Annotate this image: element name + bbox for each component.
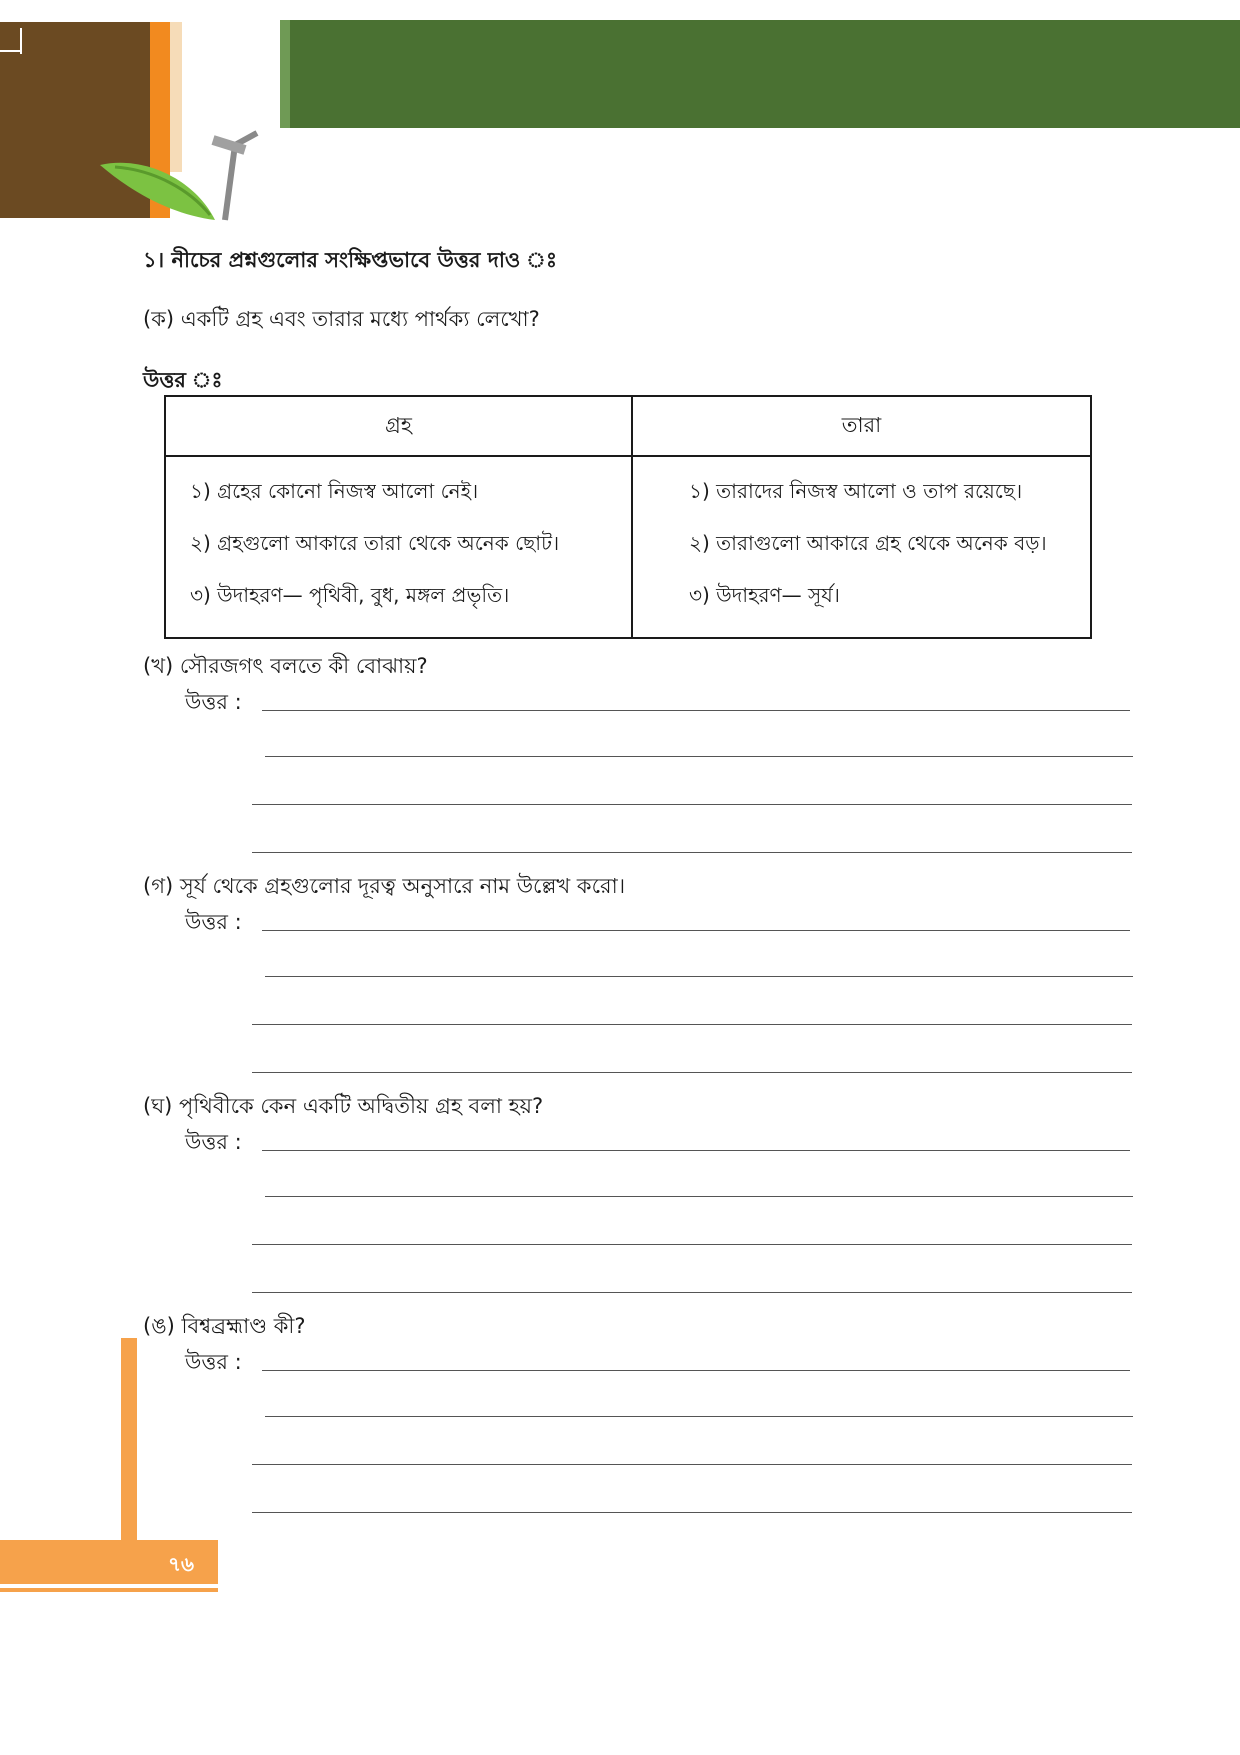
footer-decoration-bar	[121, 1338, 137, 1543]
answer-line[interactable]	[265, 756, 1133, 757]
page-number: ৭৬	[168, 1552, 195, 1576]
answer-line[interactable]	[252, 1464, 1132, 1465]
star-item: ১) তারাদের নিজস্ব আলো ও তাপ রয়েছে।	[689, 479, 1023, 503]
table-header-star: তারা	[632, 396, 1091, 456]
footer-decoration-line	[0, 1588, 218, 1592]
star-column	[632, 456, 1091, 638]
star-item: ২) তারাগুলো আকারে গ্রহ থেকে অনেক বড়।	[689, 531, 1047, 555]
question-kha: (খ) সৌরজগৎ বলতে কী বোঝায়?	[143, 654, 428, 678]
answer-line[interactable]	[265, 976, 1133, 977]
header-corner-mark-vertical	[20, 28, 22, 54]
header-banner	[280, 20, 1240, 128]
answer-label: উত্তর :	[185, 690, 242, 714]
question-ka: (ক) একটি গ্রহ এবং তারার মধ্যে পার্থক্য লেখো?	[143, 307, 540, 331]
section-title: ১। নীচের প্রশ্নগুলোর সংক্ষিপ্তভাবে উত্তর দাও ঃ	[143, 248, 558, 272]
answer-line[interactable]	[262, 1370, 1130, 1371]
answer-line[interactable]	[252, 852, 1132, 853]
planet-column	[165, 456, 632, 638]
answer-line[interactable]	[252, 1512, 1132, 1513]
question-umo: (ঙ) বিশ্বব্রহ্মাণ্ড কী?	[143, 1314, 306, 1338]
answer-line[interactable]	[262, 710, 1130, 711]
answer-line[interactable]	[265, 1416, 1133, 1417]
table-header-planet: গ্রহ	[165, 396, 632, 456]
answer-label: উত্তর :	[185, 1130, 242, 1154]
star-item: ৩) উদাহরণ— সূর্য।	[689, 583, 840, 607]
answer-line[interactable]	[252, 1244, 1132, 1245]
planet-item: ২) গ্রহগুলো আকারে তারা থেকে অনেক ছোট।	[190, 531, 560, 555]
answer-line[interactable]	[252, 804, 1132, 805]
answer-line[interactable]	[252, 1072, 1132, 1073]
answer-heading: উত্তর ঃ	[143, 368, 223, 392]
planet-item: ৩) উদাহরণ— পৃথিবী, বুধ, মঙ্গল প্রভৃতি।	[190, 583, 510, 607]
answer-line[interactable]	[265, 1196, 1133, 1197]
planet-item: ১) গ্রহের কোনো নিজস্ব আলো নেই।	[190, 479, 479, 503]
header-banner-edge	[280, 20, 290, 128]
question-ga: (গ) সূর্য থেকে গ্রহগুলোর দূরত্ব অনুসারে নাম উল্লেখ করো।	[143, 874, 626, 898]
answer-line[interactable]	[262, 1150, 1130, 1151]
answer-line[interactable]	[252, 1024, 1132, 1025]
answer-line[interactable]	[252, 1292, 1132, 1293]
header-corner-mark	[0, 50, 22, 52]
question-gha: (ঘ) পৃথিবীকে কেন একটি অদ্বিতীয় গ্রহ বলা হয়?	[143, 1094, 544, 1118]
answer-label: উত্তর :	[185, 910, 242, 934]
comparison-table	[164, 395, 1092, 639]
answer-label: উত্তর :	[185, 1350, 242, 1374]
leaf-sprout-icon	[95, 125, 265, 225]
answer-line[interactable]	[262, 930, 1130, 931]
